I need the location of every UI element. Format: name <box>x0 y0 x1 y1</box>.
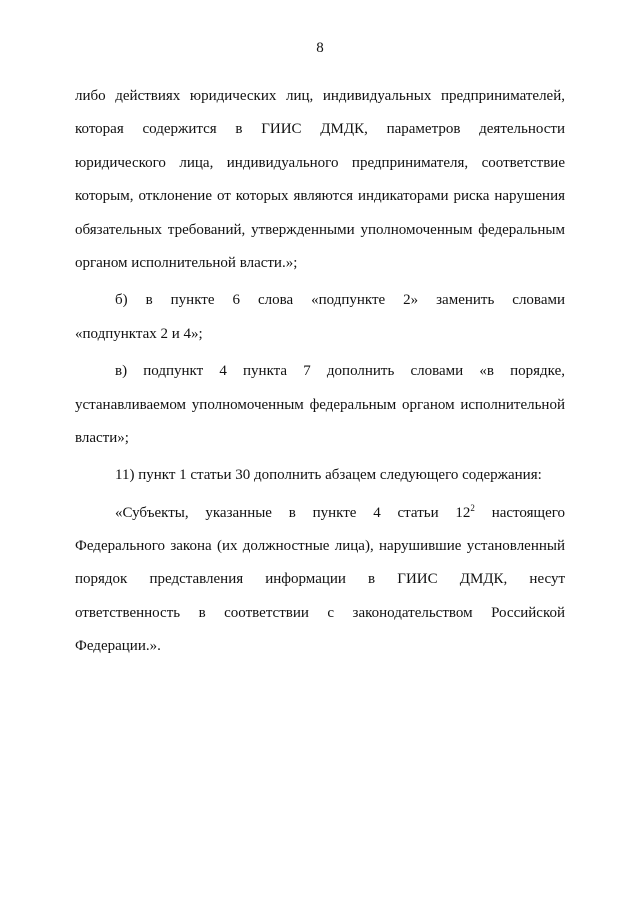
text-line: органом исполнительной власти.»; <box>75 254 298 271</box>
paragraph-quote <box>75 497 565 664</box>
text-line: порядок представления информации в ГИИС ДМДК, несут <box>75 571 565 588</box>
text-line: которым, отклонение от которых являются индикаторами риска нарушения <box>75 188 565 205</box>
document-body <box>75 80 565 664</box>
text-line: Федерации.». <box>75 638 161 655</box>
paragraph-v <box>75 355 565 455</box>
page-number: 8 <box>316 40 324 56</box>
text-line: устанавливаемом уполномоченным федеральным органом исполнительной <box>75 396 565 413</box>
text-segment: настоящего <box>491 504 565 521</box>
text-line: 11) пункт 1 статьи 30 дополнить абзацем следующего содержания: <box>115 467 542 484</box>
text-line: либо действиях юридических лиц, индивидуальных предпринимателей, <box>75 88 565 104</box>
paragraph-b <box>75 284 565 351</box>
text-line: Федерального закона (их должностные лица), нарушившие установленный <box>75 538 565 555</box>
text-line: которая содержится в ГИИС ДМДК, параметров деятельности <box>75 121 565 138</box>
text-line: ответственность в соответствии с законодательством Российской <box>75 604 565 621</box>
text-line <box>75 497 565 530</box>
paragraph-continuation <box>75 80 565 280</box>
text-line: в) подпункт 4 пункта 7 дополнить словами «в порядке, <box>115 363 565 380</box>
text-line: юридического лица, индивидуального предпринимателя, соответствие <box>75 154 565 171</box>
paragraph-11 <box>75 459 565 492</box>
text-segment: «Субъекты, указанные в пункте 4 статьи 12 <box>115 504 471 521</box>
text-line: б) в пункте 6 слова «подпункте 2» заменить словами <box>115 292 565 309</box>
text-line: «подпунктах 2 и 4»; <box>75 325 203 342</box>
text-line: власти»; <box>75 429 129 446</box>
text-line: обязательных требований, утвержденными уполномоченным федеральным <box>75 221 565 238</box>
superscript: 2 <box>470 502 475 513</box>
